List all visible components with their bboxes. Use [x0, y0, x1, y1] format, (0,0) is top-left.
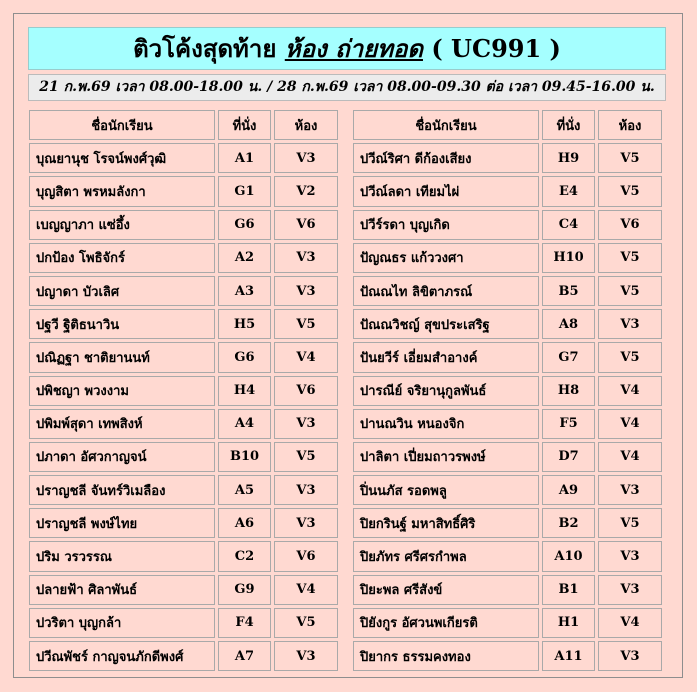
seat-cell: A8 [542, 309, 595, 339]
seat-cell: E4 [542, 176, 595, 206]
room-cell: V3 [274, 143, 338, 173]
student-name: ปพิมพ์สุดา เทพสิงห์ [29, 409, 215, 439]
student-name: ปานณวิน หนองจิก [353, 409, 539, 439]
table-row [353, 442, 662, 472]
header-name: ชื่อนักเรียน [29, 110, 215, 140]
room-cell: V4 [274, 342, 338, 372]
seat-cell: F5 [542, 409, 595, 439]
room-cell: V6 [274, 541, 338, 571]
table-row [353, 475, 662, 505]
seat-cell: F4 [218, 608, 271, 638]
table-row [29, 309, 338, 339]
table-row [353, 309, 662, 339]
room-cell: V3 [598, 575, 662, 605]
table-row [29, 276, 338, 306]
seat-cell: H1 [542, 608, 595, 638]
seat-cell: A11 [542, 641, 595, 671]
seat-cell: G6 [218, 342, 271, 372]
room-cell: V5 [274, 608, 338, 638]
student-name: ปริม วรวรรณ [29, 541, 215, 571]
student-name: ปาลิตา เปี่ยมถาวรพงษ์ [353, 442, 539, 472]
seat-cell: A5 [218, 475, 271, 505]
title-prefix: ติวโค้งสุดท้าย [133, 34, 277, 63]
student-name: ปณิฏฐา ชาติยานนท์ [29, 342, 215, 372]
header-row [29, 110, 338, 140]
room-cell: V3 [598, 475, 662, 505]
seat-cell: A6 [218, 508, 271, 538]
student-name: ปิยากร ธรรมคงทอง [353, 641, 539, 671]
table-row [353, 608, 662, 638]
room-cell: V5 [598, 342, 662, 372]
student-name: ปญาดา บัวเลิศ [29, 276, 215, 306]
seat-cell: G1 [218, 176, 271, 206]
table-row [29, 608, 338, 638]
room-cell: V5 [598, 243, 662, 273]
room-cell: V3 [274, 475, 338, 505]
table-row [29, 541, 338, 571]
seat-cell: G7 [542, 342, 595, 372]
student-name: ปิ่นนภัส รอดพลู [353, 475, 539, 505]
table-row [29, 575, 338, 605]
student-name: ปวีณพัชร์ กาญจนภักดีพงศ์ [29, 641, 215, 671]
room-cell: V4 [274, 575, 338, 605]
seat-cell: A4 [218, 409, 271, 439]
header-room: ห้อง [274, 110, 338, 140]
room-cell: V6 [274, 210, 338, 240]
student-name: ปัญณธร แก้ววงศา [353, 243, 539, 273]
header-row [353, 110, 662, 140]
page-title [28, 27, 666, 70]
seat-cell: A2 [218, 243, 271, 273]
room-cell: V3 [274, 508, 338, 538]
table-row [353, 541, 662, 571]
student-name: ปิยังกูร อัศวนพเกียรติ [353, 608, 539, 638]
header-name: ชื่อนักเรียน [353, 110, 539, 140]
table-row [353, 409, 662, 439]
seat-cell: B2 [542, 508, 595, 538]
room-cell: V3 [598, 641, 662, 671]
student-name: ปวีณ์ลดา เทียมไผ่ [353, 176, 539, 206]
seat-cell: A3 [218, 276, 271, 306]
title-room: ห้อง ถ่ายทอด [284, 34, 423, 63]
room-cell: V5 [598, 143, 662, 173]
room-cell: V3 [274, 641, 338, 671]
student-name: บุญสิตา พรหมลังกา [29, 176, 215, 206]
table-row [353, 508, 662, 538]
seat-cell: A1 [218, 143, 271, 173]
student-name: ปฐวี ฐิติธนาวิน [29, 309, 215, 339]
seat-cell: A10 [542, 541, 595, 571]
table-row [353, 641, 662, 671]
seat-cell: B1 [542, 575, 595, 605]
seat-cell: C4 [542, 210, 595, 240]
table-row [29, 143, 338, 173]
student-name: บุณยานุช โรจน์พงศ์วุฒิ [29, 143, 215, 173]
seat-cell: H4 [218, 376, 271, 406]
student-name: ปิยภัทร ศรีศรกำพล [353, 541, 539, 571]
room-cell: V4 [598, 409, 662, 439]
room-cell: V6 [598, 210, 662, 240]
room-cell: V3 [598, 309, 662, 339]
table-row [29, 243, 338, 273]
table-row [353, 342, 662, 372]
seat-cell: H5 [218, 309, 271, 339]
room-cell: V3 [274, 243, 338, 273]
room-cell: V5 [274, 442, 338, 472]
student-name: ปราญชลี พงษ์ไทย [29, 508, 215, 538]
student-name: ปวีณ์ริศา ดีก้องเสียง [353, 143, 539, 173]
seat-cell: C2 [218, 541, 271, 571]
room-cell: V2 [274, 176, 338, 206]
seat-cell: A9 [542, 475, 595, 505]
room-cell: V5 [598, 176, 662, 206]
table-row [353, 575, 662, 605]
schedule-subtitle: 21 ก.พ.69 เวลา 08.00-18.00 น. / 28 ก.พ.69 เวลา 08.00-09.30 ต่อ เวลา 09.45-16.00 น. [28, 74, 666, 101]
student-name: ปวีร์รดา บุญเกิด [353, 210, 539, 240]
table-row [29, 409, 338, 439]
room-cell: V5 [274, 309, 338, 339]
student-name: เบญญาภา แซ่อึ้ง [29, 210, 215, 240]
table-row [353, 243, 662, 273]
table-row [353, 143, 662, 173]
seat-cell: B10 [218, 442, 271, 472]
seat-cell: B5 [542, 276, 595, 306]
table-row [29, 176, 338, 206]
seat-cell: H10 [542, 243, 595, 273]
student-name: ปราญชลี จันทร์วิเมลือง [29, 475, 215, 505]
table-row [29, 475, 338, 505]
student-name: ปกป้อง โพธิจักร์ [29, 243, 215, 273]
seating-table-right [350, 107, 665, 674]
seating-table-left [26, 107, 341, 674]
room-cell: V6 [274, 376, 338, 406]
room-cell: V3 [598, 541, 662, 571]
student-name: ปัณณวิชญ์ สุขประเสริฐ [353, 309, 539, 339]
student-name: ปัณณไท ลิขิตาภรณ์ [353, 276, 539, 306]
table-row [353, 176, 662, 206]
table-row [353, 210, 662, 240]
table-row [29, 342, 338, 372]
student-name: ปันยวีร์ เอี่ยมสำอางค์ [353, 342, 539, 372]
table-row [353, 276, 662, 306]
seat-cell: G6 [218, 210, 271, 240]
room-cell: V4 [598, 442, 662, 472]
table-row [353, 376, 662, 406]
table-row [29, 508, 338, 538]
title-code: ( UC991 ) [431, 34, 561, 63]
room-cell: V4 [598, 376, 662, 406]
student-name: ปลายฟ้า ศิลาพันธ์ [29, 575, 215, 605]
header-room: ห้อง [598, 110, 662, 140]
room-cell: V4 [598, 608, 662, 638]
student-name: ปิยกรินฐ์ มหาสิทธิ์ศิริ [353, 508, 539, 538]
room-cell: V3 [274, 276, 338, 306]
header-seat: ที่นั่ง [542, 110, 595, 140]
table-row [29, 641, 338, 671]
student-name: ปารณีย์ จริยานุกูลพันธ์ [353, 376, 539, 406]
seat-cell: D7 [542, 442, 595, 472]
seat-cell: H9 [542, 143, 595, 173]
room-cell: V3 [274, 409, 338, 439]
seat-cell: H8 [542, 376, 595, 406]
room-cell: V5 [598, 508, 662, 538]
student-name: ปิยะพล ศรีสังข์ [353, 575, 539, 605]
student-name: ปพิชญา พวงงาม [29, 376, 215, 406]
table-row [29, 210, 338, 240]
table-row [29, 376, 338, 406]
seat-cell: A7 [218, 641, 271, 671]
table-row [29, 442, 338, 472]
student-name: ปภาดา อัศวกาญจน์ [29, 442, 215, 472]
header-seat: ที่นั่ง [218, 110, 271, 140]
room-cell: V5 [598, 276, 662, 306]
seat-cell: G9 [218, 575, 271, 605]
student-name: ปวริตา บุญกล้า [29, 608, 215, 638]
